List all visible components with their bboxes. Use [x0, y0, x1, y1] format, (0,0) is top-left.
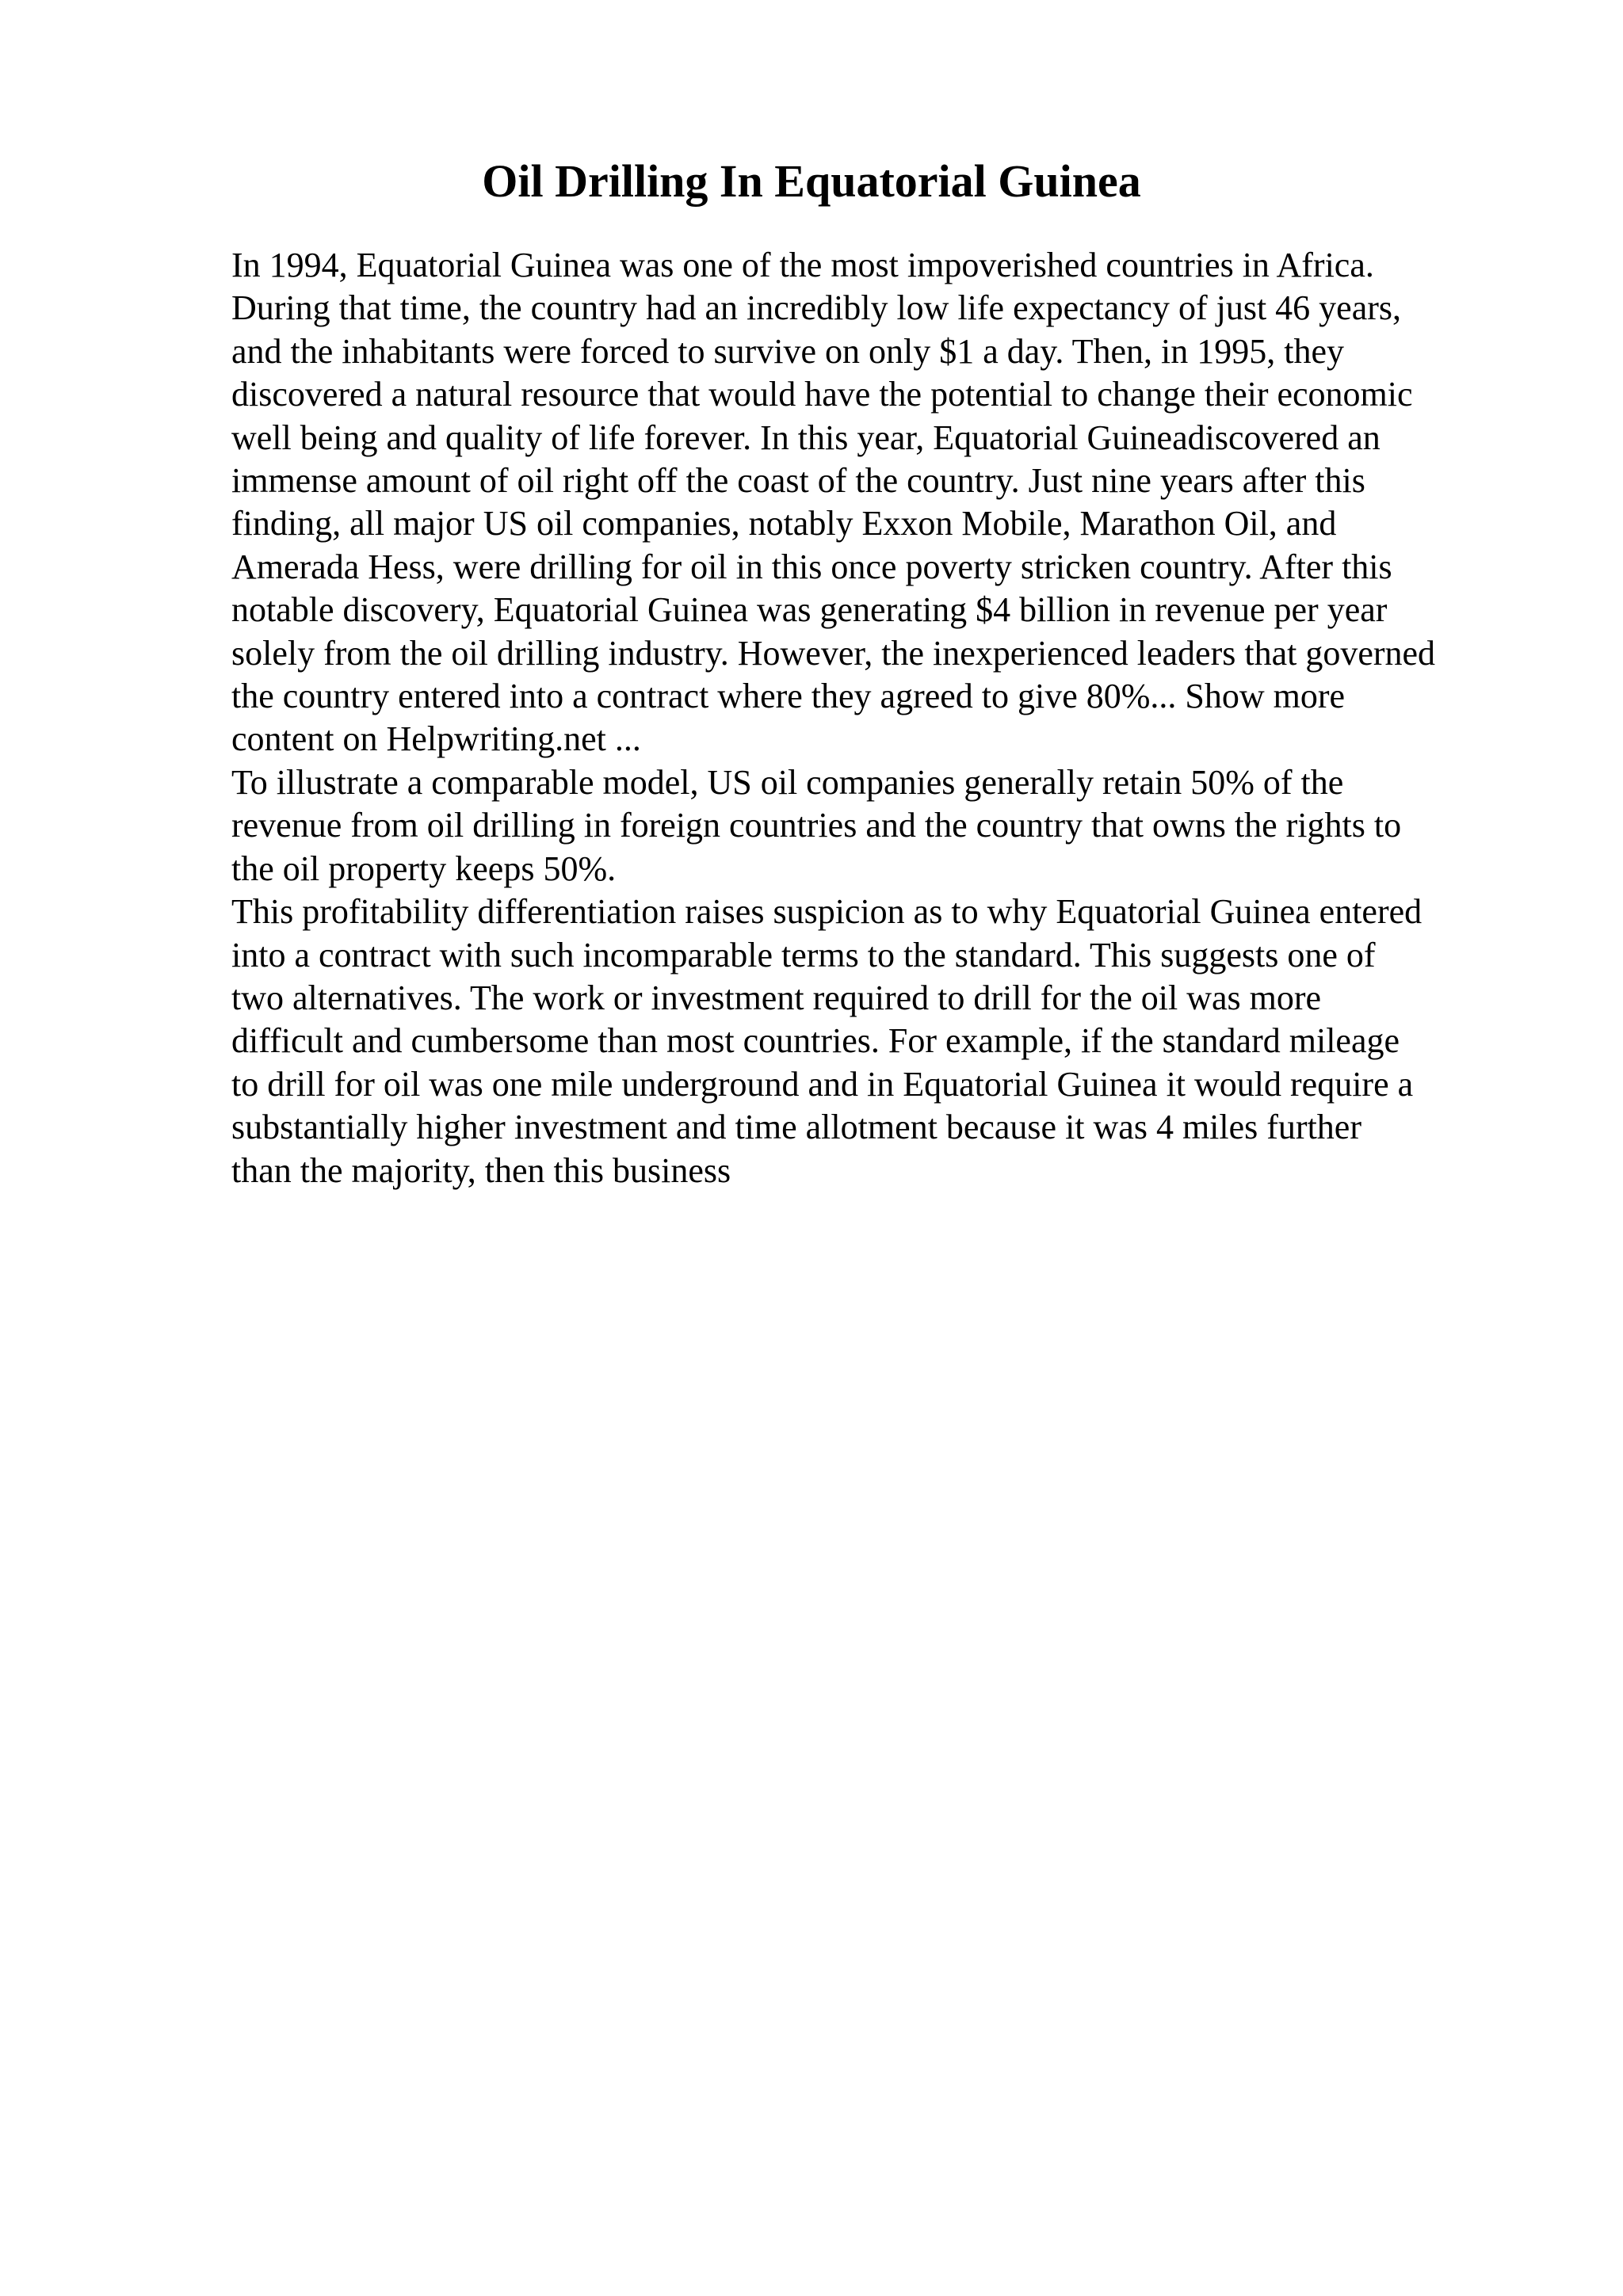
document-body: [231, 244, 1539, 1192]
body-line: This profitability differentiation raises suspicion as to why Equatorial Guinea entered: [231, 892, 1423, 932]
body-line: substantially higher investment and time allotment because it was 4 miles further: [231, 1108, 1361, 1147]
body-line: To illustrate a comparable model, US oil companies generally retain 50% of the: [231, 762, 1344, 802]
body-line: and the inhabitants were forced to survive on only $1 a day. Then, in 1995, they: [231, 331, 1344, 371]
body-line: revenue from oil drilling in foreign countries and the country that owns the rights to: [231, 806, 1402, 845]
body-line: difficult and cumbersome than most countries. For example, if the standard mileage: [231, 1021, 1400, 1061]
body-line: solely from the oil drilling industry. However, the inexperienced leaders that governed: [231, 633, 1436, 673]
document-title: Oil Drilling In Equatorial Guinea: [482, 155, 1141, 207]
body-line: Amerada Hess, were drilling for oil in this once poverty stricken country. After this: [231, 547, 1392, 586]
body-line: two alternatives. The work or investment required to drill for the oil was more: [231, 978, 1322, 1017]
body-line: finding, all major US oil companies, notably Exxon Mobile, Marathon Oil, and: [231, 504, 1337, 543]
body-line: the oil property keeps 50%.: [231, 849, 617, 888]
body-line: well being and quality of life forever. In this year, Equatorial Guineadiscovered an: [231, 418, 1381, 457]
body-line: to drill for oil was one mile underground and in Equatorial Guinea it would require a: [231, 1064, 1414, 1104]
body-line: notable discovery, Equatorial Guinea was generating $4 billion in revenue per year: [231, 590, 1388, 630]
body-line: content on Helpwriting.net ...: [231, 719, 641, 759]
body-line: the country entered into a contract where they agreed to give 80%... Show more: [231, 677, 1346, 716]
body-line: into a contract with such incomparable terms to the standard. This suggests one of: [231, 935, 1376, 974]
body-line: During that time, the country had an incredibly low life expectancy of just 46 years,: [231, 288, 1401, 328]
body-line: than the majority, then this business: [231, 1150, 731, 1190]
body-line: immense amount of oil right off the coast of the country. Just nine years after this: [231, 461, 1365, 501]
body-line: discovered a natural resource that would have the potential to change their economic: [231, 375, 1413, 414]
body-line: In 1994, Equatorial Guinea was one of the most impoverished countries in Africa.: [231, 246, 1374, 284]
